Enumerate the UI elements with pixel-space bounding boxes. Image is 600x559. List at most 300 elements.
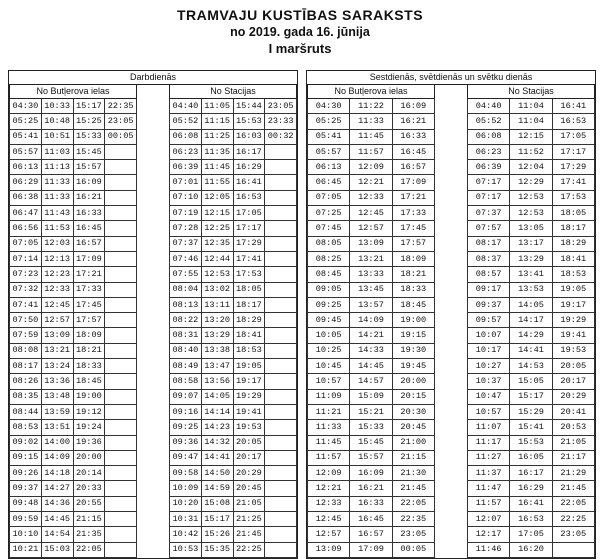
time-cell: 12:44 (201, 251, 233, 266)
time-cell: 07:17 (468, 190, 510, 205)
table-row (170, 267, 297, 282)
time-cell: 11:46 (468, 542, 510, 557)
time-cell (105, 251, 137, 266)
table-row (170, 144, 297, 159)
time-cell: 06:39 (468, 160, 510, 175)
schedule-title: TRAMVAJU KUSTĪBAS SARAKSTS (176, 7, 424, 23)
time-cell: 13:09 (308, 542, 350, 557)
time-cell: 14:17 (510, 313, 552, 328)
time-cell: 08:37 (468, 251, 510, 266)
table-row (170, 129, 297, 144)
time-cell (265, 481, 297, 496)
table-row (10, 160, 137, 175)
time-cell: 15:17 (510, 389, 552, 404)
time-cell: 19:29 (233, 389, 265, 404)
table-row (308, 496, 435, 511)
time-cell: 05:57 (308, 144, 350, 159)
time-cell: 12:15 (510, 129, 552, 144)
time-cell: 17:29 (552, 160, 594, 175)
time-cell: 14:18 (41, 466, 73, 481)
table-row (308, 267, 435, 282)
table-row (170, 343, 297, 358)
time-cell: 08:13 (170, 297, 202, 312)
time-cell: 23:05 (552, 527, 594, 542)
table-row (10, 190, 137, 205)
time-cell: 09:02 (10, 435, 42, 450)
time-cell: 16:20 (510, 542, 552, 557)
time-cell: 09:47 (170, 450, 202, 465)
time-cell: 22:25 (552, 512, 594, 527)
time-cell: 14:00 (41, 435, 73, 450)
table-row (170, 99, 297, 114)
time-cell: 22:05 (73, 542, 105, 557)
time-cell (265, 496, 297, 511)
time-cell: 12:33 (350, 190, 392, 205)
time-cell: 08:49 (170, 359, 202, 374)
time-cell: 18:53 (233, 343, 265, 358)
time-cell: 20:00 (392, 374, 434, 389)
time-cell: 06:08 (170, 129, 202, 144)
table-row (170, 328, 297, 343)
time-cell: 05:52 (170, 114, 202, 129)
time-cell: 06:47 (10, 206, 42, 221)
time-cell: 05:41 (308, 129, 350, 144)
weekend-section (306, 70, 596, 559)
time-cell: 08:26 (10, 374, 42, 389)
table-row (308, 435, 435, 450)
time-cell (105, 389, 137, 404)
time-cell (265, 160, 297, 175)
time-cell: 18:41 (233, 328, 265, 343)
time-cell: 07:46 (170, 251, 202, 266)
time-cell: 20:53 (552, 420, 594, 435)
time-cell: 18:45 (392, 297, 434, 312)
time-cell: 09:26 (10, 466, 42, 481)
time-cell: 11:05 (201, 99, 233, 114)
time-cell: 19:41 (233, 404, 265, 419)
time-cell: 08:17 (468, 236, 510, 251)
time-cell: 13:45 (350, 282, 392, 297)
time-cell: 11:35 (201, 144, 233, 159)
time-cell: 11:53 (41, 221, 73, 236)
schedule-header (0, 6, 600, 57)
timetable (9, 99, 137, 558)
table-row (308, 114, 435, 129)
time-cell: 05:41 (10, 129, 42, 144)
time-cell: 06:13 (308, 160, 350, 175)
time-cell (105, 190, 137, 205)
time-cell: 20:17 (233, 450, 265, 465)
time-cell: 16:09 (350, 466, 392, 481)
time-cell: 07:59 (10, 328, 42, 343)
table-row (10, 251, 137, 266)
time-cell: 11:52 (510, 144, 552, 159)
time-cell (105, 420, 137, 435)
time-cell: 11:57 (350, 144, 392, 159)
time-cell: 12:29 (510, 175, 552, 190)
time-cell: 05:25 (308, 114, 350, 129)
table-row (308, 190, 435, 205)
time-cell: 12:07 (468, 512, 510, 527)
time-cell: 07:28 (170, 221, 202, 236)
table-row (468, 527, 595, 542)
time-cell: 18:21 (392, 267, 434, 282)
table-row (10, 313, 137, 328)
time-cell: 10:20 (170, 496, 202, 511)
table-row (10, 175, 137, 190)
time-cell: 17:17 (233, 221, 265, 236)
time-cell: 20:15 (392, 389, 434, 404)
time-cell (265, 420, 297, 435)
weekend-from-butlerova-title: No Butļerova ielas (307, 85, 435, 99)
time-cell (105, 481, 137, 496)
table-row (308, 542, 435, 557)
time-cell: 12:57 (41, 313, 73, 328)
time-cell (265, 542, 297, 557)
table-row (170, 435, 297, 450)
time-cell: 15:53 (233, 114, 265, 129)
time-cell: 17:05 (510, 527, 552, 542)
time-cell: 13:05 (510, 221, 552, 236)
time-cell: 14:54 (41, 527, 73, 542)
time-cell: 07:41 (10, 297, 42, 312)
time-cell (105, 466, 137, 481)
time-cell: 11:09 (308, 389, 350, 404)
time-cell: 15:44 (233, 99, 265, 114)
time-cell: 09:05 (308, 282, 350, 297)
time-cell: 12:25 (201, 221, 233, 236)
time-cell: 12:21 (308, 481, 350, 496)
time-cell: 11:13 (41, 160, 73, 175)
time-cell: 06:08 (468, 129, 510, 144)
table-row (170, 190, 297, 205)
time-cell: 08:22 (170, 313, 202, 328)
time-cell: 21:05 (552, 435, 594, 450)
time-cell: 16:57 (350, 527, 392, 542)
time-cell: 15:17 (73, 99, 105, 114)
time-cell: 21:45 (392, 481, 434, 496)
table-row (308, 175, 435, 190)
time-cell: 14:05 (510, 297, 552, 312)
table-row (10, 236, 137, 251)
table-row (308, 359, 435, 374)
table-row (468, 175, 595, 190)
time-cell: 12:21 (350, 175, 392, 190)
time-cell: 07:23 (10, 267, 42, 282)
time-cell: 15:57 (73, 160, 105, 175)
time-cell: 15:09 (350, 389, 392, 404)
time-cell: 07:37 (170, 236, 202, 251)
time-cell: 21:25 (233, 512, 265, 527)
time-cell: 12:05 (201, 190, 233, 205)
time-cell: 11:45 (308, 435, 350, 450)
time-cell: 08:58 (170, 374, 202, 389)
time-cell: 21:29 (552, 466, 594, 481)
time-cell: 14:33 (350, 343, 392, 358)
time-cell: 17:29 (233, 236, 265, 251)
time-cell: 13:56 (201, 374, 233, 389)
table-row (308, 282, 435, 297)
table-row (308, 466, 435, 481)
time-cell: 13:48 (41, 389, 73, 404)
route-label: I maršruts (268, 41, 332, 56)
table-row (10, 450, 137, 465)
table-row (170, 466, 297, 481)
table-row (468, 313, 595, 328)
time-cell: 22:35 (105, 99, 137, 114)
time-cell: 15:35 (201, 542, 233, 557)
time-cell: 04:40 (468, 99, 510, 114)
time-cell (105, 435, 137, 450)
time-cell: 09:37 (10, 481, 42, 496)
time-cell (265, 267, 297, 282)
time-cell: 05:25 (10, 114, 42, 129)
time-cell: 04:30 (308, 99, 350, 114)
time-cell: 09:59 (10, 512, 42, 527)
time-cell: 10:27 (468, 359, 510, 374)
time-cell: 23:05 (265, 99, 297, 114)
time-cell: 14:50 (201, 466, 233, 481)
time-cell: 19:53 (552, 343, 594, 358)
time-cell: 19:29 (552, 313, 594, 328)
table-row (468, 144, 595, 159)
table-row (170, 481, 297, 496)
table-row (10, 297, 137, 312)
time-cell: 16:09 (392, 99, 434, 114)
time-cell: 13:09 (41, 328, 73, 343)
time-cell: 10:31 (170, 512, 202, 527)
table-row (468, 99, 595, 114)
table-row (468, 512, 595, 527)
time-cell: 06:45 (308, 175, 350, 190)
table-row (468, 328, 595, 343)
weekday-section-title: Darbdienās (9, 71, 297, 85)
time-cell: 19:12 (73, 404, 105, 419)
time-cell: 08:25 (308, 251, 350, 266)
time-cell: 13:53 (510, 282, 552, 297)
time-cell: 12:13 (41, 251, 73, 266)
time-cell: 16:03 (233, 129, 265, 144)
table-row (308, 404, 435, 419)
time-cell: 14:41 (510, 343, 552, 358)
time-cell: 14:41 (201, 450, 233, 465)
time-cell (265, 512, 297, 527)
time-cell: 16:53 (233, 190, 265, 205)
time-cell: 20:05 (233, 435, 265, 450)
table-row (10, 496, 137, 511)
time-cell: 04:40 (170, 99, 202, 114)
time-cell: 10:37 (468, 374, 510, 389)
time-cell: 14:27 (41, 481, 73, 496)
weekday-from-stacijas (169, 85, 297, 558)
table-row (170, 221, 297, 236)
time-cell: 18:05 (233, 282, 265, 297)
table-row (10, 206, 137, 221)
time-cell: 18:45 (73, 374, 105, 389)
time-cell (105, 512, 137, 527)
time-cell: 00:05 (392, 542, 434, 557)
weekend-from-butlerova (307, 85, 435, 558)
time-cell: 14:45 (350, 359, 392, 374)
table-row (468, 466, 595, 481)
time-cell: 17:41 (233, 251, 265, 266)
time-cell: 16:45 (392, 144, 434, 159)
table-row (468, 190, 595, 205)
time-cell (105, 236, 137, 251)
time-cell: 17:09 (73, 251, 105, 266)
time-cell: 11:03 (41, 144, 73, 159)
weekend-section-title: Sestdienās, svētdienās un svētku dienās (307, 71, 595, 85)
time-cell: 15:33 (73, 129, 105, 144)
table-row (10, 389, 137, 404)
time-cell: 16:21 (392, 114, 434, 129)
time-cell (265, 527, 297, 542)
time-cell: 18:29 (552, 236, 594, 251)
time-cell (105, 160, 137, 175)
time-cell: 19:00 (392, 313, 434, 328)
time-cell: 11:57 (468, 496, 510, 511)
time-cell: 07:25 (308, 206, 350, 221)
time-cell: 06:56 (10, 221, 42, 236)
time-cell (265, 435, 297, 450)
time-cell: 13:29 (510, 251, 552, 266)
table-row (308, 420, 435, 435)
table-row (10, 374, 137, 389)
time-cell: 08:53 (10, 420, 42, 435)
table-row (170, 236, 297, 251)
time-cell: 09:16 (170, 404, 202, 419)
time-cell: 17:45 (73, 297, 105, 312)
time-cell: 07:17 (468, 175, 510, 190)
table-row (308, 328, 435, 343)
time-cell: 12:57 (350, 221, 392, 236)
time-cell: 07:32 (10, 282, 42, 297)
table-row (468, 435, 595, 450)
time-cell: 14:53 (510, 359, 552, 374)
table-row (10, 512, 137, 527)
time-cell: 11:47 (468, 481, 510, 496)
table-row (10, 481, 137, 496)
table-row (468, 359, 595, 374)
time-cell (265, 389, 297, 404)
time-cell: 16:09 (73, 175, 105, 190)
table-row (170, 297, 297, 312)
time-cell: 16:33 (350, 496, 392, 511)
time-cell: 16:41 (510, 496, 552, 511)
time-cell: 10:47 (468, 389, 510, 404)
time-cell: 09:15 (10, 450, 42, 465)
time-cell: 11:04 (510, 99, 552, 114)
time-cell: 13:20 (201, 313, 233, 328)
time-cell: 17:09 (392, 175, 434, 190)
time-cell: 13:21 (41, 343, 73, 358)
time-cell (105, 206, 137, 221)
table-row (468, 236, 595, 251)
time-cell: 07:57 (468, 221, 510, 236)
time-cell (105, 343, 137, 358)
time-cell: 15:25 (73, 114, 105, 129)
time-cell: 17:33 (392, 206, 434, 221)
timetable (467, 99, 595, 558)
time-cell: 19:36 (73, 435, 105, 450)
table-row (468, 297, 595, 312)
time-cell: 16:21 (350, 481, 392, 496)
time-cell: 07:50 (10, 313, 42, 328)
time-cell: 21:30 (392, 466, 434, 481)
time-cell: 12:09 (308, 466, 350, 481)
time-cell: 19:24 (73, 420, 105, 435)
table-row (308, 221, 435, 236)
time-cell: 10:45 (308, 359, 350, 374)
weekend-from-stacijas-title: No Stacijas (467, 85, 595, 99)
time-cell: 17:05 (552, 129, 594, 144)
time-cell: 06:29 (10, 175, 42, 190)
table-row (170, 389, 297, 404)
time-cell: 11:04 (510, 114, 552, 129)
table-row (10, 435, 137, 450)
time-cell: 06:13 (10, 160, 42, 175)
time-cell: 07:14 (10, 251, 42, 266)
time-cell: 19:41 (552, 328, 594, 343)
table-row (10, 99, 137, 114)
table-row (468, 420, 595, 435)
table-row (308, 206, 435, 221)
time-cell: 15:53 (510, 435, 552, 450)
time-cell: 10:07 (468, 328, 510, 343)
table-row (308, 236, 435, 251)
time-cell: 09:25 (170, 420, 202, 435)
time-cell: 16:45 (350, 512, 392, 527)
time-cell (265, 313, 297, 328)
time-cell (265, 144, 297, 159)
time-cell (105, 313, 137, 328)
weekday-from-stacijas-title: No Stacijas (169, 85, 297, 99)
table-row (468, 251, 595, 266)
time-cell: 21:15 (392, 450, 434, 465)
time-cell: 15:17 (201, 512, 233, 527)
time-cell: 14:09 (41, 450, 73, 465)
time-cell: 12:17 (468, 527, 510, 542)
time-cell: 21:00 (392, 435, 434, 450)
table-row (170, 450, 297, 465)
time-cell: 10:09 (170, 481, 202, 496)
time-cell (105, 542, 137, 557)
time-cell: 20:33 (73, 481, 105, 496)
table-row (10, 404, 137, 419)
time-cell: 17:33 (73, 282, 105, 297)
time-cell: 06:38 (10, 190, 42, 205)
time-cell: 14:36 (41, 496, 73, 511)
table-row (468, 129, 595, 144)
time-cell: 12:33 (41, 282, 73, 297)
time-cell (265, 251, 297, 266)
time-cell: 18:53 (552, 267, 594, 282)
time-cell (265, 175, 297, 190)
table-row (468, 496, 595, 511)
weekday-from-butlerova-title: No Butļerova ielas (9, 85, 137, 99)
table-row (468, 267, 595, 282)
time-cell: 13:24 (41, 359, 73, 374)
weekday-section (8, 70, 298, 559)
time-cell: 16:41 (233, 175, 265, 190)
table-row (308, 527, 435, 542)
time-cell: 10:05 (308, 328, 350, 343)
time-cell: 19:45 (392, 359, 434, 374)
time-cell: 16:57 (392, 160, 434, 175)
time-cell: 15:08 (201, 496, 233, 511)
time-cell: 11:37 (468, 466, 510, 481)
time-cell: 13:38 (201, 343, 233, 358)
